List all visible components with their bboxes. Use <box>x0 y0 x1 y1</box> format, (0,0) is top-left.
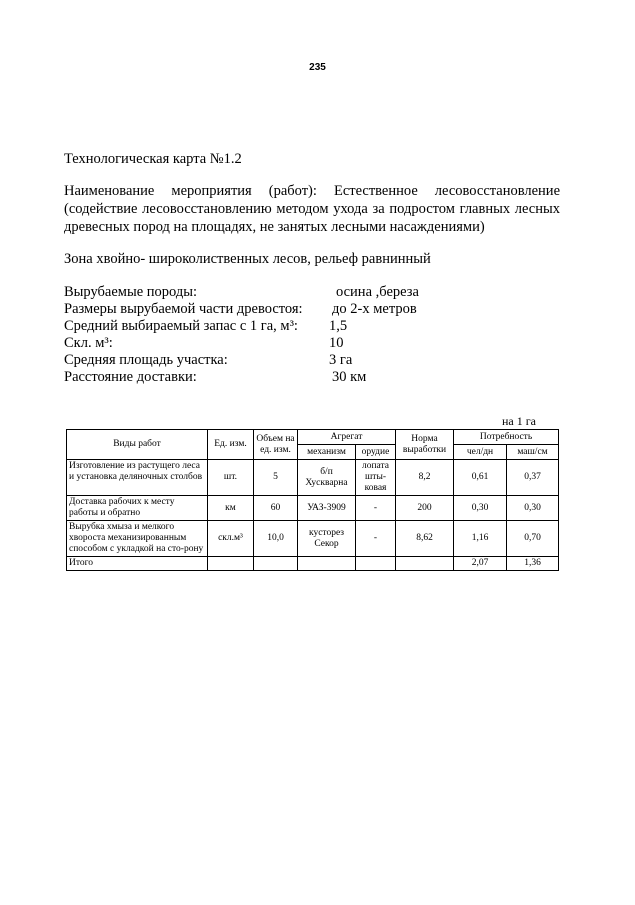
header-work-type: Виды работ <box>67 430 208 460</box>
header-aggregate: Агрегат <box>298 430 396 445</box>
parameter-value: 3 га <box>329 352 353 368</box>
parameters-list <box>64 284 464 386</box>
cell-man-days: 1,16 <box>454 521 507 557</box>
cell-mechanism: кусторез Секор <box>298 521 356 557</box>
parameter-value: 1,5 <box>329 318 348 334</box>
total-empty-cell <box>254 557 298 571</box>
cell-volume: 5 <box>254 460 298 496</box>
header-volume: Объем на ед. изм. <box>254 430 298 460</box>
cell-work: Вырубка хмыза и мелкого хвороста механизированным способом с укладкой на сто-рону <box>67 521 208 557</box>
header-man-days: чел/дн <box>454 445 507 460</box>
parameter-row <box>64 284 464 301</box>
table-row <box>67 496 559 521</box>
cell-machine-shifts: 0,37 <box>507 460 559 496</box>
parameter-label: Средняя площадь участка: <box>64 352 228 368</box>
cell-norm: 8,2 <box>396 460 454 496</box>
unit-note: на 1 га <box>502 414 536 428</box>
total-label: Итого <box>67 557 208 571</box>
parameter-label: Средний выбираемый запас с 1 га, м³: <box>64 318 298 334</box>
total-empty-cell <box>298 557 356 571</box>
total-empty-cell <box>208 557 254 571</box>
table-row <box>67 521 559 557</box>
parameter-row <box>64 369 464 386</box>
parameter-value: осина ,береза <box>336 284 419 300</box>
event-line-1: Наименование мероприятия (работ): Естественное лесовосстановление <box>64 183 560 199</box>
cell-unit: скл.м³ <box>208 521 254 557</box>
parameter-label: Вырубаемые породы: <box>64 284 197 300</box>
cell-machine-shifts: 0,30 <box>507 496 559 521</box>
event-line-3: древесных пород на площадях, не занятых лесными насаждениями) <box>64 219 485 235</box>
cell-tool: лопата шты-ковая <box>356 460 396 496</box>
page-number: 235 <box>309 62 326 73</box>
cell-tool: - <box>356 521 396 557</box>
total-empty-cell <box>356 557 396 571</box>
header-mechanism: механизм <box>298 445 356 460</box>
table-total-row <box>67 557 559 571</box>
parameter-value: до 2-х метров <box>332 301 417 317</box>
card-title: Технологическая карта №1.2 <box>64 151 242 167</box>
cell-mechanism: б/п Хускварна <box>298 460 356 496</box>
total-empty-cell <box>396 557 454 571</box>
header-need: Потребность <box>454 430 559 445</box>
cell-tool: - <box>356 496 396 521</box>
table-row <box>67 460 559 496</box>
cell-norm: 200 <box>396 496 454 521</box>
parameter-row <box>64 301 464 318</box>
cell-man-days: 0,30 <box>454 496 507 521</box>
header-tool: орудие <box>356 445 396 460</box>
cell-machine-shifts: 0,70 <box>507 521 559 557</box>
parameter-value: 10 <box>329 335 344 351</box>
zone-description: Зона хвойно- широколиственных лесов, рельеф равнинный <box>64 251 431 267</box>
parameter-label: Скл. м³: <box>64 335 113 351</box>
total-machine-shifts: 1,36 <box>507 557 559 571</box>
parameter-value: 30 км <box>332 369 367 385</box>
table-header-row <box>67 430 559 445</box>
total-man-days: 2,07 <box>454 557 507 571</box>
cell-man-days: 0,61 <box>454 460 507 496</box>
cell-unit: шт. <box>208 460 254 496</box>
cell-work: Доставка рабочих к месту работы и обратно <box>67 496 208 521</box>
parameter-label: Расстояние доставки: <box>64 369 197 385</box>
cell-volume: 60 <box>254 496 298 521</box>
header-unit: Ед. изм. <box>208 430 254 460</box>
cell-mechanism: УАЗ-3909 <box>298 496 356 521</box>
work-table <box>66 429 559 571</box>
header-norm: Норма выработки <box>396 430 454 460</box>
parameter-label: Размеры вырубаемой части древостоя: <box>64 301 303 317</box>
cell-unit: км <box>208 496 254 521</box>
cell-volume: 10,0 <box>254 521 298 557</box>
cell-work: Изготовление из растущего леса и установка деляночных столбов <box>67 460 208 496</box>
parameter-row <box>64 352 464 369</box>
event-line-2: (содействие лесовосстановлению методом ухода за подростом главных лесных <box>64 201 560 217</box>
parameter-row <box>64 335 464 352</box>
header-machine-shifts: маш/см <box>507 445 559 460</box>
parameter-row <box>64 318 464 335</box>
cell-norm: 8,62 <box>396 521 454 557</box>
